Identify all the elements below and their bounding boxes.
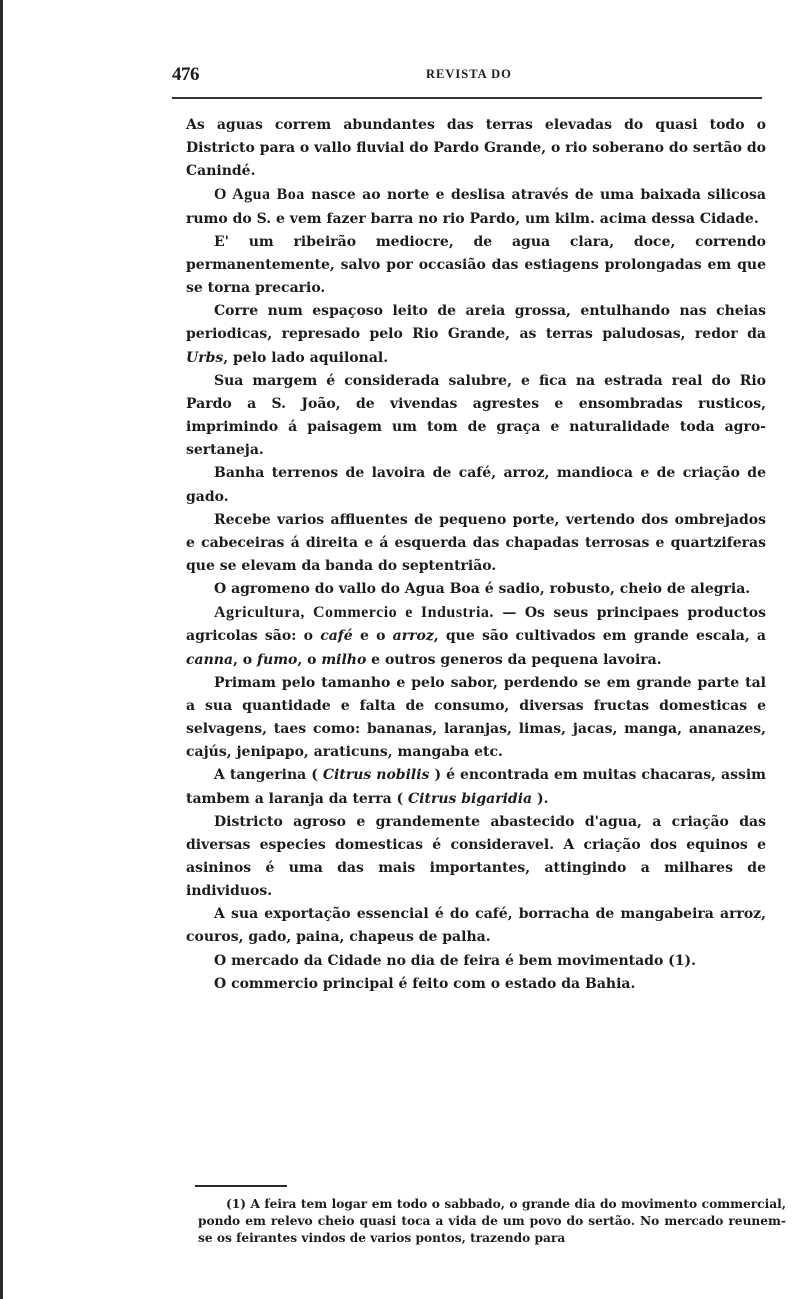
paragraph-aguas: As aguas correm abundantes das terras elevadas do quasi todo o Districto para o vallo fluvial do Pardo Grande, o rio soberano do sertão do Canindé.: [186, 117, 766, 180]
paragraph-leito: Corre num espaçoso leito de areia grossa, entulhando nas cheias periodicas, represado pelo Rio Grande, as terras paludosas, redor da Urbs, pelo lado aquilonal.: [186, 303, 766, 366]
paragraph-criacao: Districto agroso e grandemente abastecido d'agua, a criação das diversas especies domesticas é consideravel. A criação dos equinos e asininos é uma das mais importantes, attingindo a milhares de individuos.: [186, 813, 766, 900]
body-text: [186, 114, 766, 996]
paragraph-ribeirao: E' um ribeirão mediocre, de agua clara, doce, correndo permanentemente, salvo por occasião das estiagens prolongadas em que se torna precario.: [186, 233, 766, 297]
paragraph-agromeno: O agromeno do vallo do Agua Boa é sadio, robusto, cheio de alegria.: [214, 581, 751, 598]
paragraph-tangerina: A tangerina ( Citrus nobilis ) é encontrada em muitas chacaras, assim tambem a laranja da terra ( Citrus bigaridia ).: [186, 767, 766, 807]
paragraph-mercado: O mercado da Cidade no dia de feira é bem movimentado (1).: [214, 952, 697, 969]
page-header: [172, 64, 762, 86]
paragraph-commercio: O commercio principal é feito com o estado da Bahia.: [214, 975, 636, 992]
header-rule: [172, 97, 762, 99]
footnote: (1) A feira tem logar em todo o sabbado, o grande dia do movimento commercial, pondo em relevo cheio quasi toca a vida de um povo do sertão. No mercado reunem-se os feirantes vindos de varios pontos, trazendo para: [198, 1197, 786, 1245]
paragraph-margem: Sua margem é considerada salubre, e fica na estrada real do Rio Pardo a S. João, de vivendas agrestes e ensombradas rusticos, imprimindo á paisagem um tom de graça e naturalidade toda agro-sertaneja.: [186, 372, 766, 459]
paragraph-banha: Banha terrenos de lavoira de café, arroz, mandioca e de criação de gado.: [186, 465, 766, 505]
page-number: 476: [172, 64, 199, 85]
page-binding-edge: [0, 0, 3, 1299]
paragraph-fructas: Primam pelo tamanho e pelo sabor, perdendo se em grande parte tal a sua quantidade e falta de consumo, diversas fructas domesticas e selvagens, taes como: bananas, laranjas, limas, jacas, manga, ananazes, cajús, jenipapo, araticuns, mangaba etc.: [186, 674, 766, 761]
footnote-rule: [195, 1185, 287, 1187]
paragraph-agricultura: Agricultura, Commercio e Industria. — Os seus principaes productos agricolas são: o café e o arroz, que são cultivados em grande escala, a canna, o fumo, o milho e outros generos da pequena lavoira.: [186, 604, 767, 668]
paragraph-agua-boa: O Agua Boa nasce ao norte e deslisa através de uma baixada silicosa rumo do S. e vem fazer barra no rio Pardo, um kilm. acima dessa Cidade.: [186, 186, 766, 227]
running-head: REVISTA DO: [426, 67, 512, 81]
heading-agua-boa: O Agua Boa: [214, 186, 305, 204]
paragraph-exportacao: A sua exportação essencial é do café, borracha de mangabeira arroz, couros, gado, paina, chapeus de palha.: [186, 906, 766, 946]
paragraph-affluentes: Recebe varios affluentes de pequeno porte, vertendo dos ombrejados e cabeceiras á direita e á esquerda das chapadas terrosas e quartziferas que se elevam da banda do septentrião.: [186, 511, 766, 574]
heading-agricultura: Agricultura, Commercio e Industria.: [214, 604, 494, 622]
